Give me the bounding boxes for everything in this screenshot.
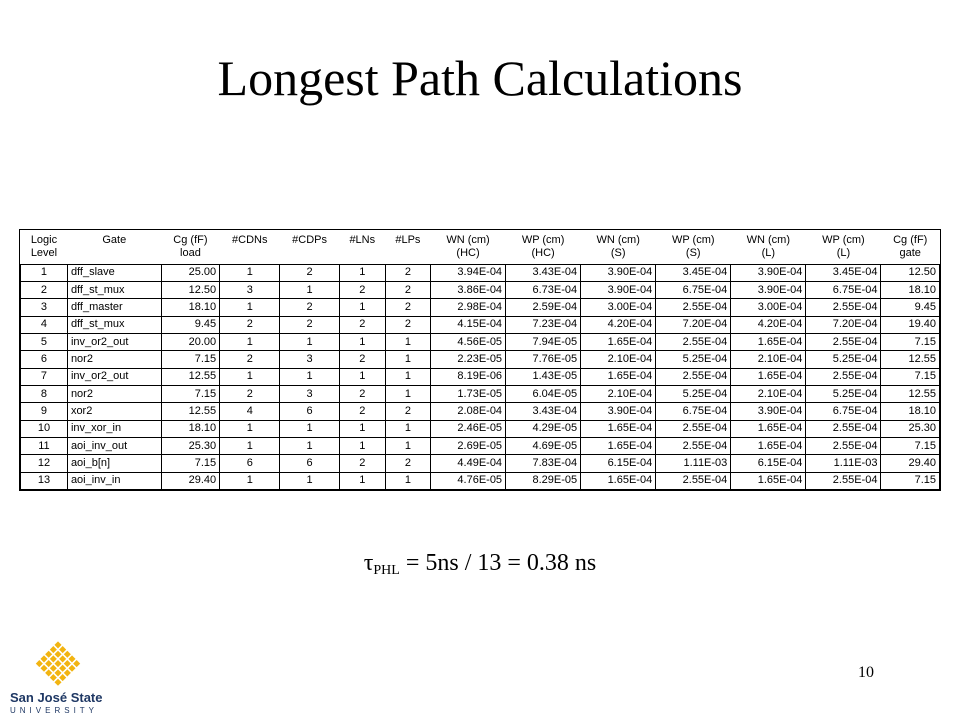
table-cell: xor2 bbox=[67, 403, 161, 420]
header-line: Cg (fF) bbox=[173, 233, 208, 246]
table-cell: 1 bbox=[220, 472, 280, 489]
header-line bbox=[388, 247, 427, 260]
table-cell: 2.55E-04 bbox=[656, 472, 731, 489]
table-cell: 7.20E-04 bbox=[806, 316, 881, 333]
tau-symbol: τ bbox=[363, 550, 374, 576]
table-cell: 1.65E-04 bbox=[731, 437, 806, 454]
table-cell: 6.75E-04 bbox=[806, 403, 881, 420]
table-cell: 4 bbox=[21, 316, 68, 333]
table-row bbox=[21, 351, 940, 368]
table-cell: 1.11E-03 bbox=[656, 455, 731, 472]
table-cell: 4.69E-05 bbox=[506, 437, 581, 454]
table-body bbox=[21, 264, 940, 490]
table-cell: 2 bbox=[280, 316, 339, 333]
lattice-square bbox=[59, 674, 66, 681]
table-cell: 12.55 bbox=[881, 385, 940, 402]
table-cell: 2.55E-04 bbox=[806, 368, 881, 385]
table-cell: aoi_b[n] bbox=[67, 455, 161, 472]
table-cell: 6.73E-04 bbox=[506, 281, 581, 298]
table-cell: 3.00E-04 bbox=[731, 299, 806, 316]
table-cell: 1 bbox=[220, 333, 280, 350]
table-cell: 1 bbox=[280, 281, 339, 298]
column-header bbox=[881, 230, 940, 264]
table-cell: 1.65E-04 bbox=[581, 420, 656, 437]
table-cell: 1 bbox=[385, 437, 430, 454]
table-cell: 6 bbox=[21, 351, 68, 368]
lattice-square bbox=[50, 655, 57, 662]
table-cell: 3.90E-04 bbox=[731, 403, 806, 420]
table-cell: 3.94E-04 bbox=[430, 264, 505, 281]
table-cell: 2 bbox=[385, 281, 430, 298]
table-cell: 11 bbox=[21, 437, 68, 454]
table-cell: 3.45E-04 bbox=[656, 264, 731, 281]
header-line: (L) bbox=[836, 246, 851, 259]
table-cell: 3 bbox=[280, 351, 339, 368]
table-cell: 2.55E-04 bbox=[806, 472, 881, 489]
header-line: WP (cm) bbox=[822, 233, 865, 246]
table-cell: inv_or2_out bbox=[67, 333, 161, 350]
column-header bbox=[67, 230, 161, 264]
table-cell: 4.76E-05 bbox=[430, 472, 505, 489]
table-cell: 7.15 bbox=[161, 385, 219, 402]
column-header bbox=[731, 230, 806, 264]
table-cell: 6 bbox=[280, 455, 339, 472]
table-cell: 4.56E-05 bbox=[430, 333, 505, 350]
table-cell: 7 bbox=[21, 368, 68, 385]
table-cell: 25.30 bbox=[881, 420, 940, 437]
table-cell: 1.11E-03 bbox=[806, 455, 881, 472]
column-header bbox=[430, 230, 505, 264]
tau-formula bbox=[0, 548, 960, 586]
lattice-square bbox=[64, 651, 71, 658]
lattice-square bbox=[73, 660, 80, 667]
header-line bbox=[223, 247, 277, 260]
column-header bbox=[339, 230, 385, 264]
lattice-square bbox=[54, 641, 61, 648]
table-cell: 1.65E-04 bbox=[731, 368, 806, 385]
column-header bbox=[506, 230, 581, 264]
table-cell: 2 bbox=[220, 385, 280, 402]
table-cell: 18.10 bbox=[881, 281, 940, 298]
table-cell: 2.46E-05 bbox=[430, 420, 505, 437]
table-cell: 7.15 bbox=[161, 351, 219, 368]
table-cell: 2.69E-05 bbox=[430, 437, 505, 454]
column-header bbox=[656, 230, 731, 264]
table-cell: 2 bbox=[339, 403, 385, 420]
table-cell: 3 bbox=[21, 299, 68, 316]
lattice-square bbox=[40, 665, 47, 672]
table-cell: 5 bbox=[21, 333, 68, 350]
header-line: #LPs bbox=[395, 233, 421, 246]
table-cell: 7.15 bbox=[881, 333, 940, 350]
table-cell: 9.45 bbox=[161, 316, 219, 333]
table-cell: 5.25E-04 bbox=[806, 385, 881, 402]
table-cell: dff_master bbox=[67, 299, 161, 316]
table-cell: 25.00 bbox=[161, 264, 219, 281]
table-cell: 1 bbox=[385, 351, 430, 368]
table-cell: 6.75E-04 bbox=[806, 281, 881, 298]
table-cell: 2.08E-04 bbox=[430, 403, 505, 420]
table-cell: 1 bbox=[220, 299, 280, 316]
header-line: (HC) bbox=[456, 246, 480, 259]
table-cell: 2.55E-04 bbox=[656, 333, 731, 350]
table-row bbox=[21, 455, 940, 472]
table-cell: 1 bbox=[220, 437, 280, 454]
table-cell: 2 bbox=[280, 299, 339, 316]
table-cell: inv_xor_in bbox=[67, 420, 161, 437]
table-cell: 1 bbox=[21, 264, 68, 281]
table-cell: aoi_inv_out bbox=[67, 437, 161, 454]
header-line: #CDPs bbox=[292, 233, 327, 246]
table-cell: 8.29E-05 bbox=[506, 472, 581, 489]
university-logo bbox=[10, 640, 106, 718]
table-row bbox=[21, 299, 940, 316]
table-cell: 3.45E-04 bbox=[806, 264, 881, 281]
table-cell: 2 bbox=[220, 351, 280, 368]
table-cell: 1 bbox=[339, 437, 385, 454]
table-cell: 1.65E-04 bbox=[581, 333, 656, 350]
table-cell: 2.55E-04 bbox=[806, 299, 881, 316]
header-line: load bbox=[180, 246, 201, 259]
table-cell: 1.65E-04 bbox=[731, 472, 806, 489]
table-cell: 7.23E-04 bbox=[506, 316, 581, 333]
table-cell: 1 bbox=[220, 368, 280, 385]
table-cell: 1 bbox=[385, 385, 430, 402]
table-cell: 2.23E-05 bbox=[430, 351, 505, 368]
table-row bbox=[21, 420, 940, 437]
table-cell: 12.55 bbox=[881, 351, 940, 368]
table-row bbox=[21, 281, 940, 298]
table-cell: dff_st_mux bbox=[67, 281, 161, 298]
table-cell: 6 bbox=[220, 455, 280, 472]
table-cell: dff_st_mux bbox=[67, 316, 161, 333]
table-cell: 7.20E-04 bbox=[656, 316, 731, 333]
table-row bbox=[21, 264, 940, 281]
table-cell: 12.55 bbox=[161, 368, 219, 385]
table-cell: 1 bbox=[385, 368, 430, 385]
table-cell: 19.40 bbox=[881, 316, 940, 333]
table-cell: 3.90E-04 bbox=[731, 264, 806, 281]
table-cell: 2.98E-04 bbox=[430, 299, 505, 316]
logo-subtitle: UNIVERSITY bbox=[10, 706, 99, 715]
header-line: WN (cm) bbox=[596, 233, 640, 246]
table-cell: 1 bbox=[385, 420, 430, 437]
table-cell: 20.00 bbox=[161, 333, 219, 350]
tau-expression: = 5ns / 13 = 0.38 ns bbox=[399, 550, 597, 576]
header-line: Logic bbox=[30, 233, 58, 246]
column-header bbox=[385, 230, 430, 264]
table-cell: aoi_inv_in bbox=[67, 472, 161, 489]
table-header bbox=[21, 230, 940, 264]
header-line: Level bbox=[30, 246, 58, 259]
table-cell: 2.10E-04 bbox=[581, 385, 656, 402]
table-cell: 1 bbox=[385, 472, 430, 489]
table-cell: 18.10 bbox=[881, 403, 940, 420]
table-cell: nor2 bbox=[67, 351, 161, 368]
column-header bbox=[161, 230, 219, 264]
table-cell: 1.65E-04 bbox=[581, 437, 656, 454]
header-line: (S) bbox=[685, 246, 701, 259]
lattice-square bbox=[45, 660, 52, 667]
table-cell: 3.86E-04 bbox=[430, 281, 505, 298]
header-line: WN (cm) bbox=[746, 233, 791, 246]
table-cell: 1 bbox=[280, 437, 339, 454]
table-cell: 29.40 bbox=[881, 455, 940, 472]
header-line: (HC) bbox=[531, 246, 555, 259]
table-cell: 1 bbox=[220, 264, 280, 281]
table-cell: 4.20E-04 bbox=[581, 316, 656, 333]
table-cell: 2 bbox=[385, 403, 430, 420]
data-table bbox=[20, 230, 940, 490]
header-row bbox=[21, 230, 940, 264]
header-line: Cg (fF) bbox=[893, 233, 928, 246]
lattice-square bbox=[50, 665, 57, 672]
lattice-square bbox=[36, 660, 43, 667]
lattice-square bbox=[40, 655, 47, 662]
table-cell: 3.43E-04 bbox=[506, 403, 581, 420]
table-cell: 7.15 bbox=[881, 472, 940, 489]
table-cell: 2 bbox=[339, 385, 385, 402]
table-cell: 2 bbox=[385, 299, 430, 316]
table-cell: 1 bbox=[280, 333, 339, 350]
table-cell: 7.15 bbox=[881, 437, 940, 454]
table-cell: 1 bbox=[220, 420, 280, 437]
table-cell: 6.04E-05 bbox=[506, 385, 581, 402]
header-line bbox=[283, 247, 336, 260]
table-cell: 1.65E-04 bbox=[581, 472, 656, 489]
column-header bbox=[21, 230, 68, 264]
table-cell: 3.00E-04 bbox=[581, 299, 656, 316]
table-row bbox=[21, 403, 940, 420]
table-cell: 12 bbox=[21, 455, 68, 472]
table-cell: 5.25E-04 bbox=[806, 351, 881, 368]
table-cell: 10 bbox=[21, 420, 68, 437]
table-cell: 6.15E-04 bbox=[731, 455, 806, 472]
lattice-square bbox=[45, 669, 52, 676]
slide-title: Longest Path Calculations bbox=[217, 50, 743, 106]
table-cell: 2.55E-04 bbox=[656, 437, 731, 454]
lattice-square bbox=[50, 646, 57, 653]
header-line: #LNs bbox=[349, 233, 376, 246]
header-line: #CDNs bbox=[232, 233, 268, 246]
table-cell: 25.30 bbox=[161, 437, 219, 454]
table-cell: 4 bbox=[220, 403, 280, 420]
header-line: WP (cm) bbox=[521, 233, 565, 246]
table-cell: 2 bbox=[339, 316, 385, 333]
lattice-square bbox=[54, 669, 61, 676]
table-cell: dff_slave bbox=[67, 264, 161, 281]
lattice-square bbox=[59, 655, 66, 662]
table-cell: 2.10E-04 bbox=[581, 351, 656, 368]
lattice-square bbox=[64, 660, 71, 667]
header-line: (L) bbox=[761, 246, 776, 259]
table-cell: 1 bbox=[339, 333, 385, 350]
column-header bbox=[280, 230, 339, 264]
table-cell: 1 bbox=[280, 472, 339, 489]
table-cell: 2 bbox=[339, 455, 385, 472]
table-row bbox=[21, 472, 940, 489]
header-line: WP (cm) bbox=[671, 233, 715, 246]
lattice-square bbox=[59, 665, 66, 672]
header-line: Gate bbox=[102, 233, 127, 246]
lattice-square bbox=[68, 655, 75, 662]
table-cell: 1 bbox=[339, 299, 385, 316]
table-cell: 8.19E-06 bbox=[430, 368, 505, 385]
table-cell: 1.73E-05 bbox=[430, 385, 505, 402]
table-cell: 1 bbox=[280, 368, 339, 385]
logo-name: San José State bbox=[10, 690, 103, 705]
table-cell: 1 bbox=[339, 264, 385, 281]
column-header bbox=[806, 230, 881, 264]
table-cell: 1.43E-05 bbox=[506, 368, 581, 385]
lattice-square bbox=[50, 674, 57, 681]
table-cell: 18.10 bbox=[161, 299, 219, 316]
table-cell: 3.90E-04 bbox=[581, 403, 656, 420]
table-cell: 13 bbox=[21, 472, 68, 489]
table-row bbox=[21, 316, 940, 333]
table-cell: 2 bbox=[385, 316, 430, 333]
table-cell: 1 bbox=[280, 420, 339, 437]
header-line: (S) bbox=[610, 246, 626, 259]
table-cell: 2 bbox=[220, 316, 280, 333]
table-cell: 1 bbox=[339, 368, 385, 385]
table-cell: 6.15E-04 bbox=[581, 455, 656, 472]
table-cell: 12.50 bbox=[881, 264, 940, 281]
page-number: 10 bbox=[858, 664, 874, 681]
table-cell: 2.10E-04 bbox=[731, 385, 806, 402]
table-cell: 2.55E-04 bbox=[806, 333, 881, 350]
table-cell: 7.94E-05 bbox=[506, 333, 581, 350]
table-cell: 4.20E-04 bbox=[731, 316, 806, 333]
table-cell: 9.45 bbox=[881, 299, 940, 316]
table-cell: 1 bbox=[339, 472, 385, 489]
table-cell: 6.75E-04 bbox=[656, 281, 731, 298]
table-cell: 3 bbox=[280, 385, 339, 402]
table-cell: 5.25E-04 bbox=[656, 385, 731, 402]
table-cell: 2.55E-04 bbox=[806, 420, 881, 437]
table-cell: 12.55 bbox=[161, 403, 219, 420]
table-cell: 2 bbox=[339, 351, 385, 368]
table-cell: 7.83E-04 bbox=[506, 455, 581, 472]
table-cell: 2 bbox=[385, 455, 430, 472]
lattice-square bbox=[54, 651, 61, 658]
table-cell: 1.65E-04 bbox=[731, 420, 806, 437]
table-cell: 9 bbox=[21, 403, 68, 420]
longest-path-table bbox=[19, 229, 941, 491]
table-cell: 5.25E-04 bbox=[656, 351, 731, 368]
table-cell: 7.76E-05 bbox=[506, 351, 581, 368]
lattice-square bbox=[54, 679, 61, 686]
table-cell: 1 bbox=[385, 333, 430, 350]
table-row bbox=[21, 333, 940, 350]
table-cell: 4.15E-04 bbox=[430, 316, 505, 333]
table-cell: 3 bbox=[220, 281, 280, 298]
table-cell: 3.90E-04 bbox=[731, 281, 806, 298]
header-line bbox=[70, 247, 158, 260]
table-cell: 12.50 bbox=[161, 281, 219, 298]
table-cell: 2 bbox=[280, 264, 339, 281]
diamond-lattice-icon bbox=[34, 640, 82, 688]
table-cell: 3.90E-04 bbox=[581, 264, 656, 281]
table-cell: 7.15 bbox=[161, 455, 219, 472]
table-row bbox=[21, 385, 940, 402]
table-cell: 2.55E-04 bbox=[656, 420, 731, 437]
table-cell: 2.55E-04 bbox=[656, 299, 731, 316]
table-cell: 4.49E-04 bbox=[430, 455, 505, 472]
table-cell: 3.90E-04 bbox=[581, 281, 656, 298]
header-line: WN (cm) bbox=[446, 233, 490, 246]
lattice-square bbox=[54, 660, 61, 667]
column-header bbox=[220, 230, 280, 264]
lattice-square bbox=[59, 646, 66, 653]
table-row bbox=[21, 368, 940, 385]
table-cell: nor2 bbox=[67, 385, 161, 402]
table-row bbox=[21, 437, 940, 454]
table-cell: 6.75E-04 bbox=[656, 403, 731, 420]
lattice-square bbox=[64, 669, 71, 676]
table-cell: 1 bbox=[339, 420, 385, 437]
table-cell: 1.65E-04 bbox=[731, 333, 806, 350]
table-cell: inv_or2_out bbox=[67, 368, 161, 385]
table-cell: 2.59E-04 bbox=[506, 299, 581, 316]
table-cell: 2 bbox=[385, 264, 430, 281]
table-cell: 3.43E-04 bbox=[506, 264, 581, 281]
table-cell: 2 bbox=[339, 281, 385, 298]
table-cell: 2 bbox=[21, 281, 68, 298]
lattice-square bbox=[45, 651, 52, 658]
table-cell: 1.65E-04 bbox=[581, 368, 656, 385]
table-cell: 8 bbox=[21, 385, 68, 402]
header-line bbox=[342, 247, 382, 260]
table-cell: 4.29E-05 bbox=[506, 420, 581, 437]
table-cell: 29.40 bbox=[161, 472, 219, 489]
table-cell: 7.15 bbox=[881, 368, 940, 385]
table-cell: 2.55E-04 bbox=[656, 368, 731, 385]
table-cell: 18.10 bbox=[161, 420, 219, 437]
table-cell: 2.10E-04 bbox=[731, 351, 806, 368]
tau-subscript: PHL bbox=[373, 563, 400, 578]
table-cell: 2.55E-04 bbox=[806, 437, 881, 454]
column-header bbox=[581, 230, 656, 264]
header-line: gate bbox=[899, 246, 921, 259]
table-cell: 6 bbox=[280, 403, 339, 420]
lattice-square bbox=[68, 665, 75, 672]
